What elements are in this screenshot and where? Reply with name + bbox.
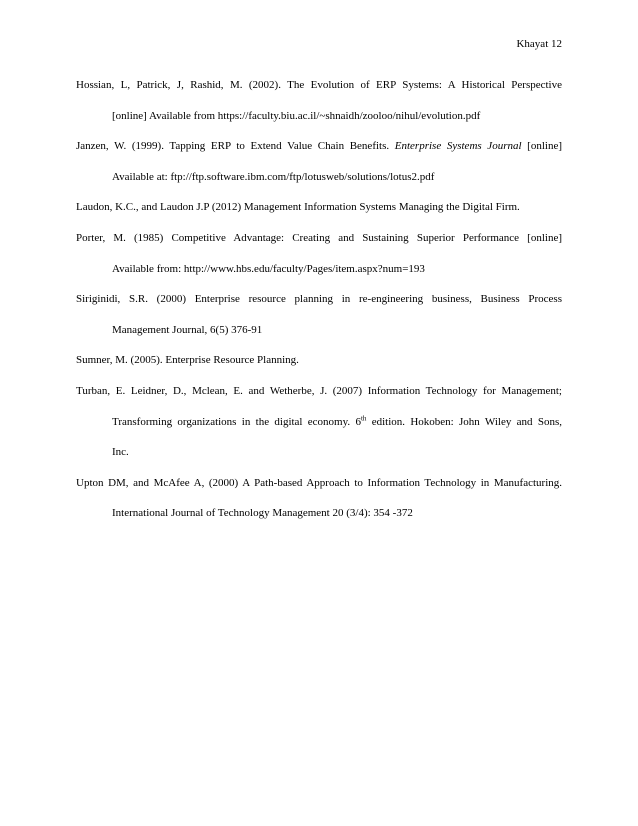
superscript: th (360, 413, 367, 422)
reference-line: Available from: http://www.hbs.edu/faculty/Pages/item.aspx?num=193 (112, 262, 425, 275)
reference-text: [online] (521, 140, 562, 153)
reference-line: Management Journal, 6(5) 376-91 (112, 323, 263, 336)
reference-line: Inc. (112, 446, 129, 459)
reference-entry (76, 345, 562, 376)
reference-entry (76, 376, 562, 468)
running-head: Khayat 12 (516, 38, 562, 50)
reference-text: Transforming organizations in the digital economy. 6 (112, 415, 361, 428)
reference-entry (76, 284, 562, 345)
reference-line: Available at: ftp://ftp.software.ibm.com/ftp/lotusweb/solutions/lotus2.pdf (112, 170, 435, 183)
reference-entry (76, 131, 562, 192)
reference-entry (76, 468, 562, 529)
reference-line: International Journal of Technology Management 20 (3/4): 354 -372 (112, 507, 413, 520)
journal-title: Enterprise Systems Journal (394, 140, 522, 153)
reference-line (76, 131, 562, 162)
reference-line: Turban, E. Leidner, D., Mclean, E. and Wetherbe, J. (2007) Information Technology for Management; (76, 384, 562, 397)
reference-line: Upton DM, and McAfee A, (2000) A Path-based Approach to Information Technology in Manufacturing. (76, 476, 562, 489)
reference-line: Sumner, M. (2005). Enterprise Resource Planning. (76, 354, 299, 367)
reference-list (76, 70, 562, 529)
reference-entry (76, 192, 562, 223)
reference-line (76, 407, 562, 438)
reference-line: Porter, M. (1985) Competitive Advantage: Creating and Sustaining Superior Performance [online] (76, 231, 562, 244)
reference-text: edition. Hokoben: John Wiley and Sons, (366, 415, 562, 428)
reference-entry (76, 70, 562, 131)
reference-entry (76, 223, 562, 284)
reference-text: Janzen, W. (1999). Tapping ERP to Extend Value Chain Benefits. (76, 140, 395, 153)
reference-line: [online] Available from https://faculty.biu.ac.il/~shnaidh/zooloo/nihul/evolution.pdf (112, 109, 481, 122)
reference-line: Siriginidi, S.R. (2000) Enterprise resource planning in re-engineering business, Business Process (76, 293, 562, 306)
reference-line: Laudon, K.C., and Laudon J.P (2012) Management Information Systems Managing the Digital Firm. (76, 201, 520, 214)
reference-line: Hossian, L, Patrick, J, Rashid, M. (2002). The Evolution of ERP Systems: A Historical Perspective (76, 79, 562, 91)
